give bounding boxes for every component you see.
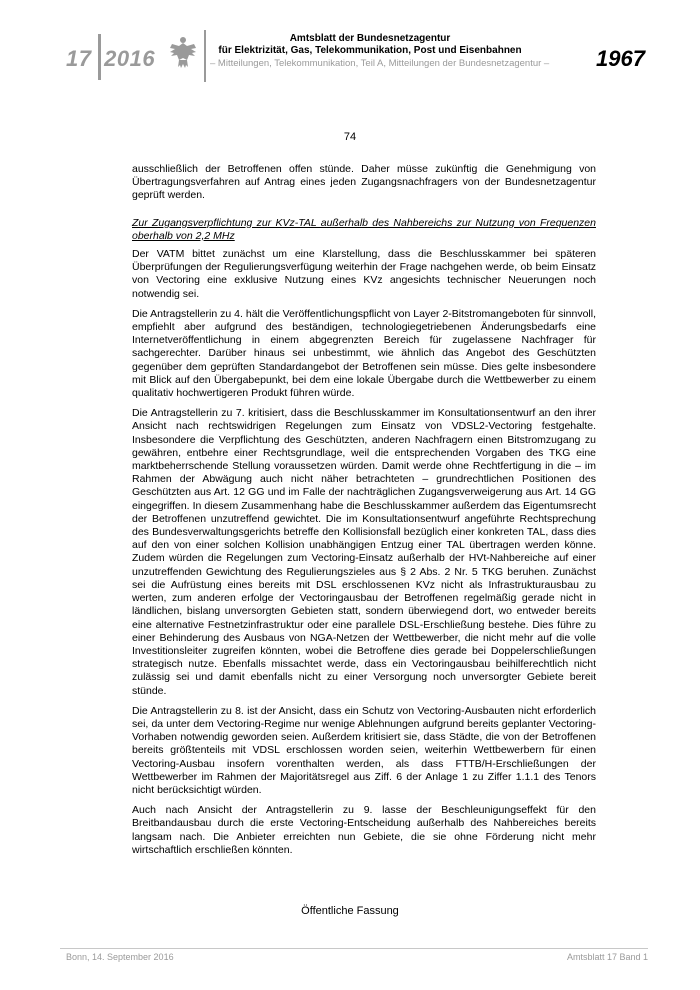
page-number: 1967 (596, 46, 645, 71)
paragraph: Die Antragstellerin zu 4. hält die Veröffentlichungspflicht von Layer 2-Bitstromangeboten für sinnvoll, empfiehlt aber aufgrund des beständigen, technologiegetriebenen Änderungsbedarfs eine Internetveröffentlichung in einem abgegrenzten Bereich für zugelassene Nachfrager für sachgerechter. Darüber hinaus sei unbestimmt, wie ähnlich das Angebot des Geschützten gegenüber dem geprüften Standardangebot der Betroffenen sein müsse. Dies gelte insbesondere mit Blick auf den Übergabepunkt, bei dem eine lokale Übergabe durch die Wettbewerber zu einem qualitativ hochwertigeren Produkt führen würde. (132, 307, 596, 400)
gazette-title-line2: für Elektrizität, Gas, Telekommunikation, Post und Eisenbahnen (218, 45, 522, 56)
gazette-title (210, 33, 530, 57)
federal-eagle-icon (168, 34, 198, 74)
header-divider-secondary (204, 30, 206, 82)
footer-issue: Amtsblatt 17 Band 1 (566, 952, 648, 962)
document-body (132, 163, 596, 864)
issue-label (66, 46, 155, 72)
footer-date: Bonn, 14. September 2016 (66, 952, 174, 962)
gazette-title-line1: Amtsblatt der Bundesnetzagentur (289, 33, 451, 44)
footer-divider (60, 948, 648, 949)
paragraph: ausschließlich der Betroffenen offen stünde. Daher müsse zukünftig die Genehmigung von Übertragungsverfahren auf Antrag eines jeden Zugangsnachfragers von der Bundesnetzagentur geprüft werden. (132, 163, 596, 202)
paragraph: Die Antragstellerin zu 7. kritisiert, dass die Beschlusskammer im Konsultationsentwurf an den ihrer Ansicht nach rechtswidrigen Regelungen zum Einsatz von VDSL2-Vectoring festgehalte. Insbesondere die Verpflichtung des Geschützten, anderen Nachfragern einen Bitstromzugang zu gewähren, entbehre einer Rechtsgrundlage, weil die entsprechenden Vorgaben des TKG eine marktbeherrschende Stellung voraussetzen würden. Damit werde ohne Rechtfertigung in die – im Rahmen der Abwägung auch nicht näher betrachteten – grundrechtlichen Positionen des Geschützten aus Art. 12 GG und im Falle der nachträglichen Zugangsverweigerung aus Art. 14 GG eingegriffen. In diesem Zusammenhang habe die Beschlusskammer außerdem das Eigentumsrecht der Betroffenen unzutreffend gewichtet. Die im Konsultationsentwurf angeführte Rechtsprechung des Bundesverwaltungsgerichts betreffe den Kollisionsfall bezüglich einer konkreten TAL, dass dies auf den von einer solchen Kollision unabhängigen Entzug einer TAL übertragen werden könne. Zudem würden die Regelungen zum Vectoring-Einsatz außerhalb der HVt-Nahbereiche auf einer unzutreffenden Gewichtung des Regulierungszieles aus § 2 Abs. 2 Nr. 5 TKG beruhen. Zunächst sei die Aufrüstung eines bereits mit DSL erschlossenen KVz nicht als Infrastrukturausbau zu werten, zum anderen erfolge der Vectoringausbau der Betroffenen regelmäßig gerade nicht in ländlichen, bislang unversorgten Gebieten statt, sondern überwiegend dort, wo entweder bereits eine alternative Festnetzinfrastruktur oder eine parallele DSL-Erschließung bestehe. Dies führe zu einer Behinderung des Ausbaus von NGA-Netzen der Wettbewerber, die nicht mehr auf die volle Investitionsleiter zugreifen könnten, wobei die Betroffene dies gerade bei Doppelerschließungen strategisch nutze. Ebenfalls missachtet werde, dass ein Vectoringausbau beihilferechtlich nicht zulässig sei und damit ebenfalls nicht zu einer Versorgung noch unversorgter Gebiete bereit stünde. (132, 407, 596, 697)
gazette-subtitle: – Mitteilungen, Telekommunikation, Teil A, Mitteilungen der Bundesnetzagentur – (210, 58, 550, 69)
inner-page-marker: 74 (343, 131, 357, 143)
public-version-label: Öffentliche Fassung (301, 905, 399, 917)
header-divider (98, 34, 101, 80)
issue-year: 2016 (104, 46, 156, 71)
paragraph: Der VATM bittet zunächst um eine Klarstellung, dass die Beschlusskammer bei späteren Überprüfungen der Regulierungsverfügung weiterhin der Frage nachgehen werde, ob beim Einsatz von Vectoring eine exklusive Nutzung eines KVz angesichts technischer Neuerungen noch notwendig sei. (132, 248, 596, 300)
paragraph: Die Antragstellerin zu 8. ist der Ansicht, dass ein Schutz von Vectoring-Ausbauten nicht erforderlich sei, da unter dem Vectoring-Regime nur wenige Ablehnungen aufgrund bereits geplanter Vectoring-Vorhaben notwendig geworden seien. Außerdem kritisiert sie, dass Städte, die von der Betroffenen bereits größtenteils mit VDSL erschlossen worden seien, weiterhin Wettbewerbern für einen Vectoring-Ausbau insofern vorenthalten werden, als dass FTTB/H-Erschließungen der Wettbewerber im Rahmen der Majoritätsregel aus Ziff. 6 der Anlage 1 zu Ziffer 1.1.1 des Tenors nicht berücksichtigt würden. (132, 704, 596, 796)
paragraph: Auch nach Ansicht der Antragstellerin zu 9. lasse der Beschleunigungseffekt für den Breitbandausbau durch die erste Vectoring-Entscheidung außerhalb des Nahbereiches bereits langsam nach. Die Anbieter erreichten nun Gebiete, die sie ohne Förderung nicht mehr wirtschaftlich erschließen könnten. (132, 804, 596, 856)
section-heading: Zur Zugangsverpflichtung zur KVz-TAL außerhalb des Nahbereichs zur Nutzung von Frequenzen oberhalb von 2,2 MHz (132, 216, 596, 242)
issue-number: 17 (66, 46, 92, 71)
